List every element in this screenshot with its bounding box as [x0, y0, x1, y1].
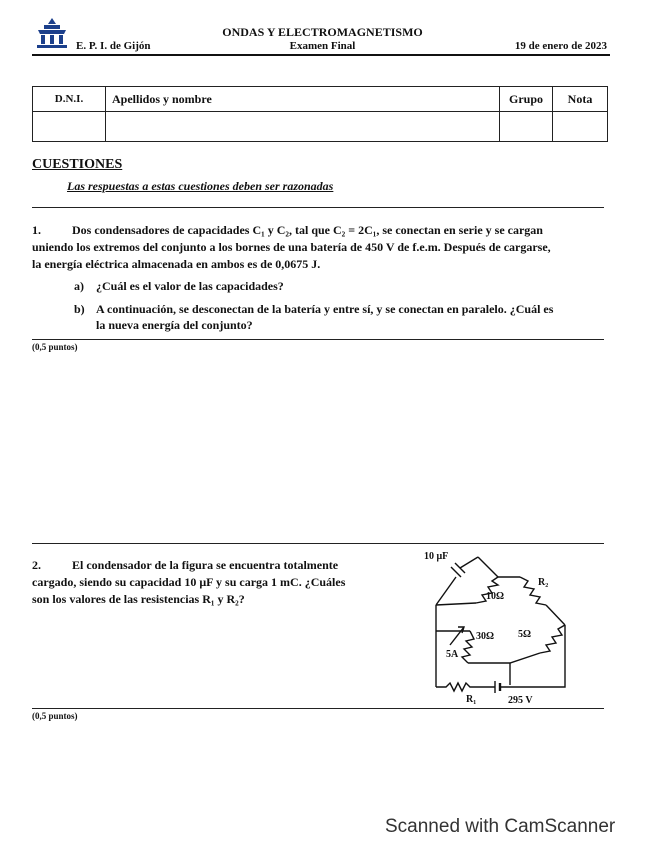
dni-header: D.N.I. [33, 87, 106, 112]
question-2-number: 2. [32, 558, 41, 572]
exam-title: Examen Final [289, 40, 356, 52]
resistor-5-label: 5Ω [518, 629, 532, 640]
resistor-10-label: 10Ω [486, 591, 505, 602]
name-cell[interactable] [106, 112, 500, 142]
group-header: Grupo [500, 87, 553, 112]
exam-date: 19 de enero de 2023 [514, 40, 607, 52]
capacitor-label: 10 μF [424, 551, 449, 562]
divider [32, 708, 604, 709]
resistor-5 [540, 625, 565, 653]
question-1-points: (0,5 puntos) [32, 342, 78, 352]
question-1-part-b: b) A continuación, se desconectan de la batería y entre sí, y se conectan en paralelo. ¿Cuál es la nueva energía del conjunto? [74, 302, 554, 332]
resistor-30-label: 30Ω [476, 631, 495, 642]
grade-header: Nota [553, 87, 608, 112]
school-name: E. P. I. de Gijón [76, 40, 151, 52]
header-rule [32, 54, 610, 56]
question-2-points: (0,5 puntos) [32, 711, 78, 721]
r2-label: R₂ [538, 577, 549, 588]
group-cell[interactable] [500, 112, 553, 142]
divider [32, 543, 604, 544]
name-header: Apellidos y nombre [106, 87, 500, 112]
current-label: 5A [446, 649, 459, 660]
capacitor-plate [451, 567, 461, 577]
divider [32, 339, 604, 340]
section-instructions: Las respuestas a estas cuestiones deben ser razonadas [67, 179, 334, 193]
table-header-row [33, 87, 608, 112]
grade-cell[interactable] [553, 112, 608, 142]
question-2-text: 2. El condensador de la figura se encuentra totalmente cargado, siendo su capacidad 10 μF y su carga 1 mC. ¿Cuáles son los valores de las resistencias R₁ y R₂? [32, 558, 346, 606]
table-input-row [33, 112, 608, 142]
question-1-text: 1. Dos condensadores de capacidades C₁ y C₂, tal que C₂ = 2C₁, se conectan en serie y se cargan uniendo los extremos del conjunto a los bornes de una batería de 450 V de f.e.m. Después de cargarse, la energía eléctrica almacenada en ambos es de 0,0675 J. [32, 223, 551, 271]
divider [32, 207, 604, 208]
emf-label: 295 V [508, 695, 533, 706]
question-1-number: 1. [32, 223, 41, 237]
resistor-30 [462, 631, 474, 663]
course-title: ONDAS Y ELECTROMAGNETISMO [222, 25, 423, 39]
resistor-r1 [436, 683, 495, 691]
dni-cell[interactable] [33, 112, 106, 142]
question-1-part-a: a) ¿Cuál es el valor de las capacidades? [74, 279, 284, 293]
current-arrow [450, 627, 464, 645]
section-title: CUESTIONES [32, 157, 123, 172]
student-info-table [32, 86, 608, 142]
scanner-watermark: Scanned with CamScanner [385, 816, 616, 837]
circuit-diagram [420, 545, 610, 710]
r1-label: R₁ [466, 694, 477, 705]
